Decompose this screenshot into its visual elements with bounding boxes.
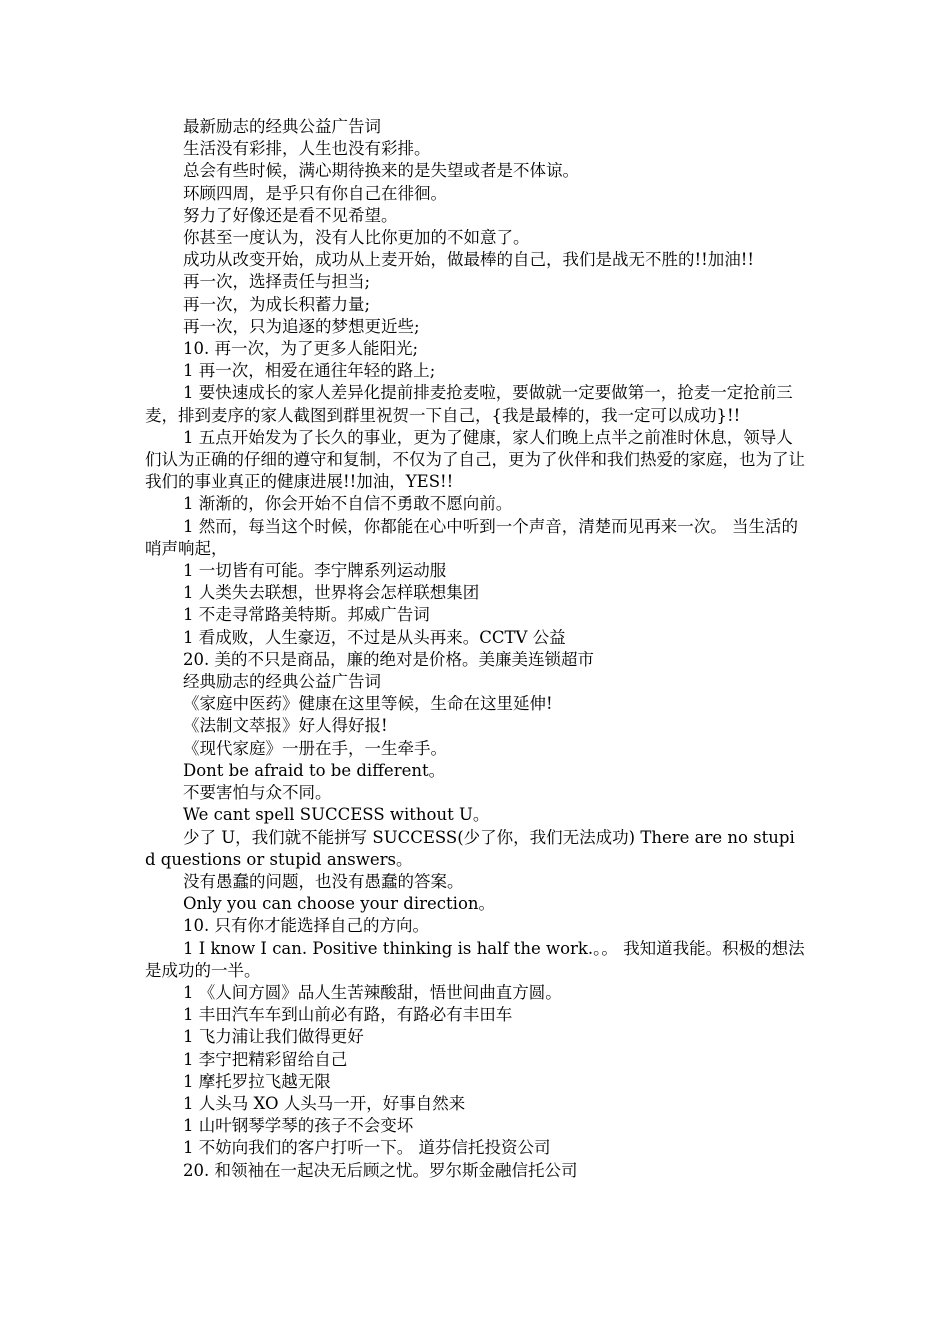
- doc-paragraph: 不要害怕与众不同。: [183, 783, 332, 803]
- doc-paragraph: 1 再一次，相爱在通往年轻的路上;: [183, 361, 436, 381]
- doc-paragraph: Dont be afraid to be different。: [183, 760, 446, 780]
- doc-paragraph: 1 山叶钢琴学琴的孩子不会变坏: [183, 1116, 414, 1136]
- doc-paragraph: 成功从改变开始，成功从上麦开始，做最棒的自己，我们是战无不胜的!!加油!!: [183, 250, 755, 270]
- doc-paragraph: 1 要快速成长的家人差异化提前排麦抢麦啦，要做就一定要做第一，抢麦一定抢前三麦，排到麦序的家人截图到群里祝贺一下自己，{我是最棒的，我一定可以成功}!!: [145, 383, 793, 425]
- doc-paragraph: 再一次，为成长积蓄力量;: [183, 294, 371, 314]
- doc-paragraph: 再一次，只为追逐的梦想更近些;: [183, 316, 420, 336]
- doc-paragraph: 1 人头马 XO 人头马一开，好事自然来: [183, 1093, 466, 1113]
- doc-paragraph: 1 然而，每当这个时候，你都能在心中听到一个声音，清楚而见再来一次。 当生活的哨声响起，: [145, 516, 798, 558]
- doc-paragraph: We cant spell SUCCESS without U。: [183, 805, 490, 825]
- doc-paragraph: 总会有些时候，满心期待换来的是失望或者是不体谅。: [183, 161, 579, 181]
- doc-paragraph: 《现代家庭》一册在手，一生牵手。: [183, 738, 447, 758]
- doc-title: 最新励志的经典公益广告词: [183, 117, 381, 136]
- doc-paragraph: 1 渐渐的，你会开始不自信不勇敢不愿向前。: [183, 494, 513, 514]
- doc-paragraph: 1 一切皆有可能。李宁牌系列运动服: [183, 561, 447, 581]
- doc-paragraph: 1 人类失去联想，世界将会怎样联想集团: [183, 583, 480, 603]
- doc-paragraph: 少了 U，我们就不能拼写 SUCCESS(少了你，我们无法成功) There are no stupid questions or stupid answers。: [145, 827, 795, 869]
- doc-paragraph: 1 《人间方圆》品人生苦辣酸甜，悟世间曲直方圆。: [183, 982, 562, 1002]
- doc-paragraph: 1 不妨向我们的客户打听一下。 道芬信托投资公司: [183, 1138, 551, 1158]
- doc-paragraph: 《法制文萃报》好人得好报!: [183, 716, 388, 736]
- doc-paragraph: 10. 只有你才能选择自己的方向。: [183, 916, 429, 936]
- doc-paragraph: 1 李宁把精彩留给自己: [183, 1049, 348, 1069]
- doc-paragraph: Only you can choose your direction。: [183, 894, 496, 914]
- doc-paragraph: 20. 和领袖在一起决无后顾之忧。罗尔斯金融信托公司: [183, 1160, 578, 1180]
- doc-paragraph: 你甚至一度认为，没有人比你更加的不如意了。: [183, 228, 530, 248]
- doc-paragraph: 20. 美的不只是商品，廉的绝对是价格。美廉美连锁超市: [183, 649, 594, 669]
- doc-paragraph: 努力了好像还是看不见希望。: [183, 205, 398, 225]
- doc-paragraph: 《家庭中医药》健康在这里等候，生命在这里延伸!: [183, 694, 553, 714]
- doc-paragraph: 1 飞力浦让我们做得更好: [183, 1027, 364, 1047]
- doc-paragraph: 生活没有彩排，人生也没有彩排。: [183, 139, 431, 159]
- doc-paragraph: 10. 再一次，为了更多人能阳光;: [183, 339, 419, 359]
- doc-paragraph: 1 摩托罗拉飞越无限: [183, 1071, 331, 1091]
- doc-paragraph: 再一次，选择责任与担当;: [183, 272, 371, 292]
- doc-paragraph: 没有愚蠢的问题，也没有愚蠢的答案。: [183, 871, 464, 891]
- document-body: [145, 116, 805, 1182]
- doc-paragraph: 1 不走寻常路美特斯。邦威广告词: [183, 605, 430, 625]
- doc-paragraph: 环顾四周，是乎只有你自己在徘徊。: [183, 183, 447, 203]
- doc-paragraph: 1 I know I can. Positive thinking is half the work.。。 我知道我能。积极的想法是成功的一半。: [145, 938, 805, 980]
- doc-paragraph: 1 丰田汽车车到山前必有路，有路必有丰田车: [183, 1005, 513, 1025]
- doc-paragraph: 1 看成败，人生豪迈，不过是从头再来。CCTV 公益: [183, 627, 566, 647]
- doc-section-heading: 经典励志的经典公益广告词: [183, 672, 381, 692]
- doc-paragraph: 1 五点开始发为了长久的事业，更为了健康，家人们晚上点半之前准时休息，领导人们认为正确的仔细的遵守和复制，不仅为了自己，更为了伙伴和我们热爱的家庭，也为了让我们的事业真正的健康进展!!加油，YES!!: [145, 427, 805, 492]
